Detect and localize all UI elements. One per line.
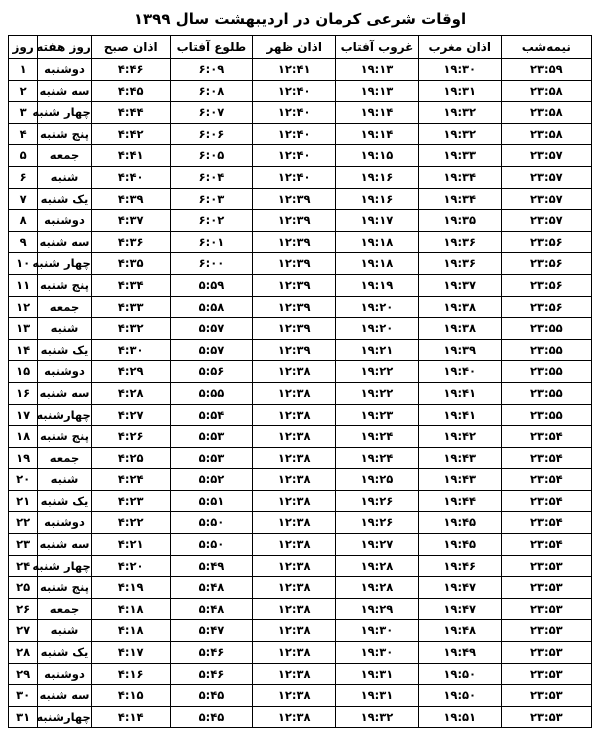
column-header-weekday: روز هفته <box>38 36 92 59</box>
cell-day: ۱۰ <box>9 253 38 275</box>
cell-sunrise: ۶:۰۵ <box>170 145 253 167</box>
cell-fajr-azan: ۴:۲۶ <box>91 426 170 448</box>
cell-sunrise: ۵:۴۵ <box>170 706 253 728</box>
cell-sunset: ۱۹:۲۸ <box>336 555 419 577</box>
cell-day: ۱۵ <box>9 361 38 383</box>
cell-maghrib-azan: ۱۹:۳۶ <box>418 231 501 253</box>
column-header-sunset: غروب آفتاب <box>336 36 419 59</box>
cell-dhuhr-azan: ۱۲:۳۸ <box>253 685 336 707</box>
table-header-row <box>9 36 592 59</box>
cell-day: ۲۷ <box>9 620 38 642</box>
cell-fajr-azan: ۴:۴۱ <box>91 145 170 167</box>
cell-maghrib-azan: ۱۹:۳۳ <box>418 145 501 167</box>
cell-day: ۱ <box>9 59 38 81</box>
cell-sunrise: ۶:۰۰ <box>170 253 253 275</box>
cell-fajr-azan: ۴:۳۶ <box>91 231 170 253</box>
cell-dhuhr-azan: ۱۲:۳۸ <box>253 642 336 664</box>
cell-dhuhr-azan: ۱۲:۳۹ <box>253 253 336 275</box>
cell-maghrib-azan: ۱۹:۴۹ <box>418 642 501 664</box>
cell-maghrib-azan: ۱۹:۴۵ <box>418 534 501 556</box>
cell-dhuhr-azan: ۱۲:۳۸ <box>253 555 336 577</box>
cell-fajr-azan: ۴:۴۵ <box>91 80 170 102</box>
cell-maghrib-azan: ۱۹:۳۹ <box>418 339 501 361</box>
cell-midnight: ۲۳:۵۶ <box>501 231 591 253</box>
cell-midnight: ۲۳:۵۷ <box>501 145 591 167</box>
cell-sunrise: ۵:۵۳ <box>170 447 253 469</box>
table-row <box>9 59 592 81</box>
cell-maghrib-azan: ۱۹:۴۴ <box>418 490 501 512</box>
cell-fajr-azan: ۴:۴۶ <box>91 59 170 81</box>
cell-day: ۳۱ <box>9 706 38 728</box>
cell-sunrise: ۵:۴۷ <box>170 620 253 642</box>
cell-weekday: چهارشنبه <box>38 404 92 426</box>
table-row <box>9 123 592 145</box>
cell-sunrise: ۶:۰۶ <box>170 123 253 145</box>
cell-weekday: یک شنبه <box>38 490 92 512</box>
cell-maghrib-azan: ۱۹:۳۱ <box>418 80 501 102</box>
cell-sunrise: ۶:۰۱ <box>170 231 253 253</box>
table-row <box>9 145 592 167</box>
cell-midnight: ۲۳:۵۵ <box>501 361 591 383</box>
table-row <box>9 382 592 404</box>
cell-sunrise: ۵:۴۶ <box>170 663 253 685</box>
cell-midnight: ۲۳:۵۳ <box>501 620 591 642</box>
cell-dhuhr-azan: ۱۲:۳۸ <box>253 382 336 404</box>
cell-sunset: ۱۹:۱۴ <box>336 123 419 145</box>
cell-sunrise: ۵:۵۰ <box>170 534 253 556</box>
cell-dhuhr-azan: ۱۲:۳۸ <box>253 534 336 556</box>
prayer-times-table <box>8 35 592 728</box>
table-row <box>9 447 592 469</box>
cell-midnight: ۲۳:۵۷ <box>501 188 591 210</box>
cell-sunrise: ۵:۵۱ <box>170 490 253 512</box>
cell-midnight: ۲۳:۵۵ <box>501 339 591 361</box>
cell-sunrise: ۶:۰۳ <box>170 188 253 210</box>
cell-sunset: ۱۹:۱۶ <box>336 188 419 210</box>
cell-midnight: ۲۳:۵۶ <box>501 296 591 318</box>
cell-weekday: یک شنبه <box>38 188 92 210</box>
table-row <box>9 555 592 577</box>
cell-sunrise: ۵:۵۷ <box>170 318 253 340</box>
table-row <box>9 620 592 642</box>
cell-weekday: شنبه <box>38 318 92 340</box>
cell-maghrib-azan: ۱۹:۳۴ <box>418 166 501 188</box>
cell-weekday: جمعه <box>38 296 92 318</box>
column-header-sunrise: طلوع آفتاب <box>170 36 253 59</box>
cell-weekday: دوشنبه <box>38 512 92 534</box>
cell-weekday: شنبه <box>38 166 92 188</box>
cell-dhuhr-azan: ۱۲:۳۸ <box>253 620 336 642</box>
cell-fajr-azan: ۴:۱۸ <box>91 620 170 642</box>
cell-weekday: دوشنبه <box>38 210 92 232</box>
cell-weekday: چهارشنبه <box>38 706 92 728</box>
cell-dhuhr-azan: ۱۲:۳۸ <box>253 512 336 534</box>
cell-sunrise: ۵:۵۲ <box>170 469 253 491</box>
cell-weekday: پنج شنبه <box>38 577 92 599</box>
table-row <box>9 577 592 599</box>
cell-midnight: ۲۳:۵۶ <box>501 274 591 296</box>
cell-fajr-azan: ۴:۳۴ <box>91 274 170 296</box>
cell-maghrib-azan: ۱۹:۴۱ <box>418 382 501 404</box>
cell-dhuhr-azan: ۱۲:۴۱ <box>253 59 336 81</box>
cell-day: ۱۷ <box>9 404 38 426</box>
cell-weekday: سه شنبه <box>38 685 92 707</box>
cell-fajr-azan: ۴:۲۰ <box>91 555 170 577</box>
cell-sunrise: ۶:۰۷ <box>170 102 253 124</box>
cell-weekday: شنبه <box>38 469 92 491</box>
cell-midnight: ۲۳:۵۵ <box>501 404 591 426</box>
cell-sunrise: ۶:۰۸ <box>170 80 253 102</box>
cell-sunset: ۱۹:۳۱ <box>336 663 419 685</box>
cell-midnight: ۲۳:۵۸ <box>501 123 591 145</box>
cell-sunset: ۱۹:۲۴ <box>336 426 419 448</box>
cell-midnight: ۲۳:۵۴ <box>501 534 591 556</box>
table-row <box>9 706 592 728</box>
cell-midnight: ۲۳:۵۳ <box>501 577 591 599</box>
cell-sunset: ۱۹:۲۳ <box>336 404 419 426</box>
cell-dhuhr-azan: ۱۲:۳۹ <box>253 210 336 232</box>
cell-midnight: ۲۳:۵۳ <box>501 598 591 620</box>
cell-sunset: ۱۹:۱۵ <box>336 145 419 167</box>
table-row <box>9 253 592 275</box>
cell-fajr-azan: ۴:۲۹ <box>91 361 170 383</box>
cell-midnight: ۲۳:۵۳ <box>501 663 591 685</box>
cell-dhuhr-azan: ۱۲:۳۸ <box>253 404 336 426</box>
cell-sunrise: ۵:۵۴ <box>170 404 253 426</box>
table-body <box>9 59 592 728</box>
cell-sunset: ۱۹:۳۲ <box>336 706 419 728</box>
cell-midnight: ۲۳:۵۳ <box>501 685 591 707</box>
table-row <box>9 404 592 426</box>
cell-day: ۲۸ <box>9 642 38 664</box>
cell-sunset: ۱۹:۲۶ <box>336 512 419 534</box>
cell-maghrib-azan: ۱۹:۵۰ <box>418 685 501 707</box>
cell-sunset: ۱۹:۲۶ <box>336 490 419 512</box>
cell-maghrib-azan: ۱۹:۳۶ <box>418 253 501 275</box>
table-row <box>9 663 592 685</box>
cell-weekday: جمعه <box>38 145 92 167</box>
column-header-midnight: نیمه‌شب <box>501 36 591 59</box>
cell-maghrib-azan: ۱۹:۵۱ <box>418 706 501 728</box>
cell-sunset: ۱۹:۲۰ <box>336 318 419 340</box>
cell-midnight: ۲۳:۵۸ <box>501 80 591 102</box>
cell-dhuhr-azan: ۱۲:۳۸ <box>253 577 336 599</box>
cell-weekday: پنج شنبه <box>38 123 92 145</box>
cell-maghrib-azan: ۱۹:۴۷ <box>418 577 501 599</box>
cell-midnight: ۲۳:۵۴ <box>501 469 591 491</box>
cell-midnight: ۲۳:۵۴ <box>501 512 591 534</box>
table-row <box>9 534 592 556</box>
cell-sunset: ۱۹:۱۳ <box>336 80 419 102</box>
cell-day: ۲۲ <box>9 512 38 534</box>
table-row <box>9 188 592 210</box>
cell-sunset: ۱۹:۲۰ <box>336 296 419 318</box>
cell-fajr-azan: ۴:۴۰ <box>91 166 170 188</box>
cell-fajr-azan: ۴:۲۴ <box>91 469 170 491</box>
cell-sunset: ۱۹:۲۷ <box>336 534 419 556</box>
cell-fajr-azan: ۴:۲۸ <box>91 382 170 404</box>
cell-maghrib-azan: ۱۹:۳۲ <box>418 102 501 124</box>
cell-day: ۶ <box>9 166 38 188</box>
cell-dhuhr-azan: ۱۲:۴۰ <box>253 102 336 124</box>
table-row <box>9 361 592 383</box>
cell-weekday: پنج شنبه <box>38 274 92 296</box>
cell-fajr-azan: ۴:۱۹ <box>91 577 170 599</box>
cell-weekday: دوشنبه <box>38 59 92 81</box>
cell-sunrise: ۵:۵۳ <box>170 426 253 448</box>
table-row <box>9 166 592 188</box>
cell-day: ۲ <box>9 80 38 102</box>
cell-midnight: ۲۳:۵۹ <box>501 59 591 81</box>
table-row <box>9 490 592 512</box>
cell-weekday: سه شنبه <box>38 231 92 253</box>
cell-maghrib-azan: ۱۹:۴۲ <box>418 426 501 448</box>
cell-dhuhr-azan: ۱۲:۴۰ <box>253 166 336 188</box>
table-row <box>9 80 592 102</box>
cell-sunrise: ۵:۵۵ <box>170 382 253 404</box>
cell-fajr-azan: ۴:۱۷ <box>91 642 170 664</box>
cell-day: ۳ <box>9 102 38 124</box>
cell-day: ۱۴ <box>9 339 38 361</box>
cell-fajr-azan: ۴:۳۳ <box>91 296 170 318</box>
cell-dhuhr-azan: ۱۲:۳۸ <box>253 663 336 685</box>
cell-weekday: شنبه <box>38 620 92 642</box>
cell-midnight: ۲۳:۵۳ <box>501 706 591 728</box>
cell-sunset: ۱۹:۱۳ <box>336 59 419 81</box>
cell-sunset: ۱۹:۱۶ <box>336 166 419 188</box>
cell-maghrib-azan: ۱۹:۳۲ <box>418 123 501 145</box>
cell-dhuhr-azan: ۱۲:۳۸ <box>253 706 336 728</box>
cell-weekday: چهار شنبه <box>38 253 92 275</box>
cell-day: ۱۱ <box>9 274 38 296</box>
cell-sunset: ۱۹:۲۲ <box>336 361 419 383</box>
cell-fajr-azan: ۴:۳۰ <box>91 339 170 361</box>
table-row <box>9 318 592 340</box>
cell-weekday: دوشنبه <box>38 663 92 685</box>
cell-dhuhr-azan: ۱۲:۳۸ <box>253 426 336 448</box>
cell-fajr-azan: ۴:۱۵ <box>91 685 170 707</box>
cell-sunrise: ۶:۰۹ <box>170 59 253 81</box>
cell-sunrise: ۶:۰۲ <box>170 210 253 232</box>
cell-weekday: سه شنبه <box>38 80 92 102</box>
cell-sunset: ۱۹:۱۷ <box>336 210 419 232</box>
cell-day: ۵ <box>9 145 38 167</box>
table-row <box>9 296 592 318</box>
table-header <box>9 36 592 59</box>
cell-day: ۲۶ <box>9 598 38 620</box>
cell-maghrib-azan: ۱۹:۳۵ <box>418 210 501 232</box>
cell-day: ۲۳ <box>9 534 38 556</box>
page-title: اوقات شرعی کرمان در اردیبهشت سال ۱۳۹۹ <box>133 10 467 28</box>
cell-maghrib-azan: ۱۹:۳۴ <box>418 188 501 210</box>
cell-midnight: ۲۳:۵۳ <box>501 642 591 664</box>
cell-weekday: پنج شنبه <box>38 426 92 448</box>
cell-midnight: ۲۳:۵۷ <box>501 210 591 232</box>
cell-sunset: ۱۹:۲۱ <box>336 339 419 361</box>
cell-weekday: یک شنبه <box>38 642 92 664</box>
cell-maghrib-azan: ۱۹:۴۸ <box>418 620 501 642</box>
cell-sunrise: ۵:۴۸ <box>170 598 253 620</box>
cell-midnight: ۲۳:۵۴ <box>501 426 591 448</box>
cell-day: ۸ <box>9 210 38 232</box>
cell-weekday: یک شنبه <box>38 339 92 361</box>
cell-sunset: ۱۹:۲۸ <box>336 577 419 599</box>
cell-weekday: چهار شنبه <box>38 555 92 577</box>
cell-fajr-azan: ۴:۱۴ <box>91 706 170 728</box>
cell-sunset: ۱۹:۲۵ <box>336 469 419 491</box>
cell-sunrise: ۵:۴۸ <box>170 577 253 599</box>
cell-day: ۴ <box>9 123 38 145</box>
cell-sunset: ۱۹:۳۰ <box>336 642 419 664</box>
cell-midnight: ۲۳:۵۸ <box>501 102 591 124</box>
cell-day: ۲۰ <box>9 469 38 491</box>
cell-day: ۱۳ <box>9 318 38 340</box>
cell-weekday: دوشنبه <box>38 361 92 383</box>
cell-day: ۷ <box>9 188 38 210</box>
cell-sunset: ۱۹:۲۲ <box>336 382 419 404</box>
cell-maghrib-azan: ۱۹:۵۰ <box>418 663 501 685</box>
cell-maghrib-azan: ۱۹:۳۷ <box>418 274 501 296</box>
cell-day: ۲۱ <box>9 490 38 512</box>
cell-weekday: چهار شنبه <box>38 102 92 124</box>
cell-fajr-azan: ۴:۲۷ <box>91 404 170 426</box>
cell-sunset: ۱۹:۲۹ <box>336 598 419 620</box>
cell-day: ۱۸ <box>9 426 38 448</box>
cell-maghrib-azan: ۱۹:۳۰ <box>418 59 501 81</box>
cell-maghrib-azan: ۱۹:۳۸ <box>418 296 501 318</box>
cell-fajr-azan: ۴:۳۷ <box>91 210 170 232</box>
cell-fajr-azan: ۴:۲۳ <box>91 490 170 512</box>
cell-fajr-azan: ۴:۲۲ <box>91 512 170 534</box>
cell-dhuhr-azan: ۱۲:۴۰ <box>253 123 336 145</box>
cell-sunset: ۱۹:۱۹ <box>336 274 419 296</box>
table-row <box>9 231 592 253</box>
column-header-fajr-azan: اذان صبح <box>91 36 170 59</box>
cell-dhuhr-azan: ۱۲:۴۰ <box>253 80 336 102</box>
cell-dhuhr-azan: ۱۲:۳۹ <box>253 231 336 253</box>
cell-sunrise: ۵:۵۷ <box>170 339 253 361</box>
cell-sunrise: ۵:۴۵ <box>170 685 253 707</box>
cell-weekday: جمعه <box>38 598 92 620</box>
cell-midnight: ۲۳:۵۴ <box>501 447 591 469</box>
cell-day: ۲۹ <box>9 663 38 685</box>
cell-sunset: ۱۹:۱۸ <box>336 231 419 253</box>
cell-maghrib-azan: ۱۹:۴۷ <box>418 598 501 620</box>
table-row <box>9 685 592 707</box>
cell-dhuhr-azan: ۱۲:۳۹ <box>253 188 336 210</box>
cell-midnight: ۲۳:۵۶ <box>501 253 591 275</box>
cell-midnight: ۲۳:۵۳ <box>501 555 591 577</box>
cell-dhuhr-azan: ۱۲:۳۹ <box>253 296 336 318</box>
column-header-dhuhr-azan: اذان ظهر <box>253 36 336 59</box>
cell-fajr-azan: ۴:۱۸ <box>91 598 170 620</box>
cell-maghrib-azan: ۱۹:۴۳ <box>418 469 501 491</box>
table-row <box>9 274 592 296</box>
cell-maghrib-azan: ۱۹:۴۵ <box>418 512 501 534</box>
cell-fajr-azan: ۴:۳۵ <box>91 253 170 275</box>
cell-sunrise: ۵:۵۹ <box>170 274 253 296</box>
cell-day: ۹ <box>9 231 38 253</box>
cell-sunset: ۱۹:۱۴ <box>336 102 419 124</box>
cell-dhuhr-azan: ۱۲:۳۸ <box>253 447 336 469</box>
cell-dhuhr-azan: ۱۲:۳۹ <box>253 274 336 296</box>
cell-dhuhr-azan: ۱۲:۳۹ <box>253 318 336 340</box>
table-row <box>9 102 592 124</box>
cell-midnight: ۲۳:۵۴ <box>501 490 591 512</box>
table-row <box>9 210 592 232</box>
cell-weekday: سه شنبه <box>38 382 92 404</box>
table-row <box>9 598 592 620</box>
cell-dhuhr-azan: ۱۲:۳۸ <box>253 598 336 620</box>
cell-sunset: ۱۹:۳۱ <box>336 685 419 707</box>
cell-fajr-azan: ۴:۱۶ <box>91 663 170 685</box>
cell-day: ۲۴ <box>9 555 38 577</box>
table-row <box>9 469 592 491</box>
cell-sunrise: ۵:۵۸ <box>170 296 253 318</box>
table-row <box>9 642 592 664</box>
cell-dhuhr-azan: ۱۲:۳۸ <box>253 469 336 491</box>
cell-fajr-azan: ۴:۳۹ <box>91 188 170 210</box>
cell-day: ۱۶ <box>9 382 38 404</box>
cell-day: ۳۰ <box>9 685 38 707</box>
cell-maghrib-azan: ۱۹:۴۶ <box>418 555 501 577</box>
table-row <box>9 512 592 534</box>
cell-day: ۱۹ <box>9 447 38 469</box>
cell-sunrise: ۵:۵۶ <box>170 361 253 383</box>
cell-maghrib-azan: ۱۹:۴۳ <box>418 447 501 469</box>
cell-fajr-azan: ۴:۲۵ <box>91 447 170 469</box>
cell-sunset: ۱۹:۲۴ <box>336 447 419 469</box>
cell-dhuhr-azan: ۱۲:۳۹ <box>253 339 336 361</box>
cell-weekday: جمعه <box>38 447 92 469</box>
cell-maghrib-azan: ۱۹:۴۰ <box>418 361 501 383</box>
cell-dhuhr-azan: ۱۲:۴۰ <box>253 145 336 167</box>
column-header-maghrib-azan: اذان مغرب <box>418 36 501 59</box>
cell-fajr-azan: ۴:۴۲ <box>91 123 170 145</box>
cell-dhuhr-azan: ۱۲:۳۸ <box>253 490 336 512</box>
cell-sunset: ۱۹:۱۸ <box>336 253 419 275</box>
cell-sunrise: ۶:۰۴ <box>170 166 253 188</box>
cell-day: ۱۲ <box>9 296 38 318</box>
cell-fajr-azan: ۴:۲۱ <box>91 534 170 556</box>
cell-day: ۲۵ <box>9 577 38 599</box>
table-row <box>9 426 592 448</box>
cell-fajr-azan: ۴:۴۴ <box>91 102 170 124</box>
cell-weekday: سه شنبه <box>38 534 92 556</box>
cell-dhuhr-azan: ۱۲:۳۸ <box>253 361 336 383</box>
cell-sunset: ۱۹:۳۰ <box>336 620 419 642</box>
cell-sunrise: ۵:۵۰ <box>170 512 253 534</box>
cell-midnight: ۲۳:۵۵ <box>501 382 591 404</box>
table-row <box>9 339 592 361</box>
cell-midnight: ۲۳:۵۷ <box>501 166 591 188</box>
cell-fajr-azan: ۴:۳۲ <box>91 318 170 340</box>
cell-midnight: ۲۳:۵۵ <box>501 318 591 340</box>
cell-sunrise: ۵:۴۶ <box>170 642 253 664</box>
cell-maghrib-azan: ۱۹:۴۱ <box>418 404 501 426</box>
cell-maghrib-azan: ۱۹:۳۸ <box>418 318 501 340</box>
column-header-day: روز <box>9 36 38 59</box>
cell-sunrise: ۵:۴۹ <box>170 555 253 577</box>
